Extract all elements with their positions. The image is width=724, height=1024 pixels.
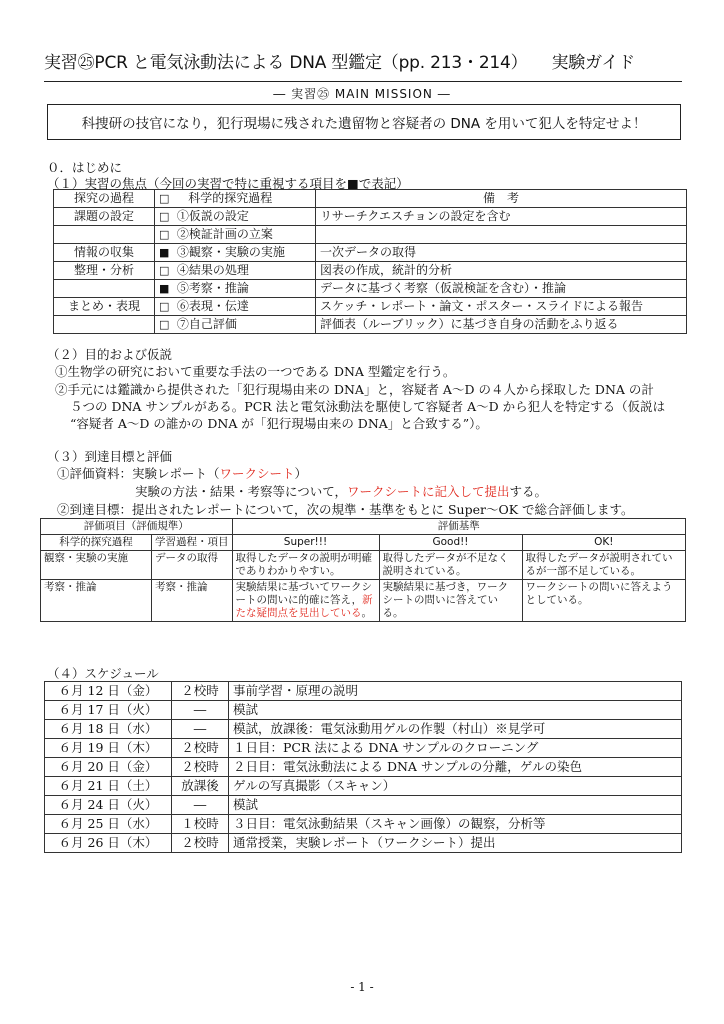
schedule-content: 事前学習・原理の説明 xyxy=(229,682,682,701)
rubric-col-process: 科学的探究過程 xyxy=(41,535,152,551)
evaluation-material xyxy=(57,464,307,482)
title-rule xyxy=(44,81,682,82)
note-cell: リサーチクエスチョンの設定を含む xyxy=(316,208,687,226)
section0-heading: ０．はじめに xyxy=(47,160,123,175)
mission-box xyxy=(47,104,681,140)
note-cell: 一次データの取得 xyxy=(316,244,687,262)
eval2-suffix: する。 xyxy=(509,484,548,499)
schedule-date: ６月 20 日（金） xyxy=(45,758,172,777)
rubric-item: 考察・推論 xyxy=(152,580,233,622)
schedule-content: ２日目：電気泳動法による DNA サンプルの分離，ゲルの染色 xyxy=(229,758,682,777)
process-cell xyxy=(155,280,316,298)
note-cell: 図表の作成，統計的分析 xyxy=(316,262,687,280)
table-row xyxy=(45,834,682,853)
checkbox-icon: □ xyxy=(159,264,170,277)
schedule-period: ２校時 xyxy=(172,834,229,853)
rubric-ok: 取得したデータが説明されているが一部不足している。 xyxy=(522,551,686,580)
rubric-table xyxy=(40,518,686,622)
schedule-date: ６月 18 日（水） xyxy=(45,720,172,739)
focus-table xyxy=(53,189,687,334)
process-label: ②検証計画の立案 xyxy=(176,227,273,241)
eval-red: ワークシート xyxy=(219,466,295,481)
note-cell: スケッチ・レポート・論文・ポスター・スライドによる報告 xyxy=(316,298,687,316)
page-title xyxy=(44,48,635,73)
table-row xyxy=(45,739,682,758)
focus-header-note: 備 考 xyxy=(316,190,687,208)
process-cell xyxy=(155,226,316,244)
process-label: ④結果の処理 xyxy=(176,263,249,277)
rubric-col-header xyxy=(41,535,686,551)
section1-heading: （１）実習の焦点（今回の実習で特に重視する項目を■で表記） xyxy=(47,176,409,191)
rubric-super-text: 取得したデータの説明が明確でありわかりやすい。 xyxy=(235,552,372,577)
schedule-period: ― xyxy=(172,701,229,720)
eval2-prefix: 実験の方法・結果・考察等について， xyxy=(135,484,348,499)
rubric-col-super: Super!!! xyxy=(232,535,379,551)
stage-cell xyxy=(54,280,155,298)
table-row xyxy=(45,815,682,834)
mission-heading: ― 実習㉕ MAIN MISSION ― xyxy=(273,87,451,101)
table-row xyxy=(45,796,682,815)
rubric-ok: ワークシートの問いに答えようとしている。 xyxy=(522,580,686,622)
process-label: ⑤考察・推論 xyxy=(176,281,249,295)
schedule-content: 模試 xyxy=(229,701,682,720)
checkbox-icon: □ xyxy=(159,300,170,313)
table-row xyxy=(41,551,686,580)
rubric-col-ok: OK! xyxy=(522,535,686,551)
eval-prefix: ①評価資料：実験レポート（ xyxy=(57,466,220,481)
rubric-super xyxy=(232,551,379,580)
schedule-period: ― xyxy=(172,720,229,739)
section2-line2: ②手元には鑑識から提供された「犯行現場由来の DNA」と，容疑者 A～D の４人から採取した DNA の計 xyxy=(55,382,654,397)
process-cell xyxy=(155,262,316,280)
schedule-period: ２校時 xyxy=(172,739,229,758)
process-cell xyxy=(155,316,316,334)
stage-cell xyxy=(54,226,155,244)
title-guide: 実験ガイド xyxy=(551,53,635,73)
schedule-period: ２校時 xyxy=(172,682,229,701)
table-row xyxy=(45,758,682,777)
evaluation-method xyxy=(135,482,547,500)
table-row xyxy=(45,701,682,720)
schedule-date: ６月 25 日（水） xyxy=(45,815,172,834)
process-cell xyxy=(155,244,316,262)
note-cell xyxy=(316,226,687,244)
rubric-item: データの取得 xyxy=(152,551,233,580)
section2-line3: ５つの DNA サンプルがある。PCR 法と電気泳動法を駆使して容疑者 A～D から犯人を特定する（仮説は xyxy=(70,399,666,414)
schedule-period: 放課後 xyxy=(172,777,229,796)
rubric-process: 観察・実験の実施 xyxy=(41,551,152,580)
stage-cell xyxy=(54,316,155,334)
section4-heading: （４）スケジュール xyxy=(47,666,159,681)
rubric-super-text: 実験結果に基づいてワークシートの問いに的確に答え， xyxy=(235,581,372,606)
table-row xyxy=(54,244,687,262)
schedule-content: 模試 xyxy=(229,796,682,815)
page-number: - 1 - xyxy=(350,980,374,994)
schedule-period: ２校時 xyxy=(172,758,229,777)
table-row xyxy=(54,208,687,226)
schedule-date: ６月 26 日（木） xyxy=(45,834,172,853)
process-cell xyxy=(155,208,316,226)
stage-cell: 整理・分析 xyxy=(54,262,155,280)
table-row xyxy=(54,316,687,334)
checkbox-filled-icon: ■ xyxy=(159,246,170,259)
note-cell: データに基づく考察（仮説検証を含む）・推論 xyxy=(316,280,687,298)
table-row xyxy=(45,682,682,701)
table-row xyxy=(54,226,687,244)
table-row xyxy=(54,262,687,280)
stage-cell: まとめ・表現 xyxy=(54,298,155,316)
schedule-date: ６月 19 日（木） xyxy=(45,739,172,758)
section2-heading: （２）目的および仮説 xyxy=(47,347,173,362)
rubric-super-red: 新たな疑問点を見出している xyxy=(235,594,373,619)
table-row xyxy=(45,777,682,796)
schedule-content: 通常授業，実験レポート（ワークシート）提出 xyxy=(229,834,682,853)
rubric-group-header xyxy=(41,519,686,535)
rubric-super-tail: 。 xyxy=(361,607,372,619)
rubric-group1: 評価項目（評価規準） xyxy=(41,519,233,535)
rubric-group2: 評価基準 xyxy=(232,519,686,535)
section3-heading: （３）到達目標と評価 xyxy=(47,449,173,464)
focus-header-check: □ xyxy=(159,192,170,205)
schedule-content: ゲルの写真撮影（スキャン） xyxy=(229,777,682,796)
schedule-content: ３日目：電気泳動結果（スキャン画像）の観察，分析等 xyxy=(229,815,682,834)
section2-line1: ①生物学の研究において重要な手法の一つである DNA 型鑑定を行う。 xyxy=(55,364,456,379)
schedule-period: ― xyxy=(172,796,229,815)
focus-table-header xyxy=(54,190,687,208)
table-row xyxy=(54,298,687,316)
checkbox-icon: □ xyxy=(159,228,170,241)
table-row xyxy=(41,580,686,622)
table-row xyxy=(54,280,687,298)
schedule-table xyxy=(44,681,682,853)
process-label: ⑦自己評価 xyxy=(176,317,237,331)
section2-line4: “容疑者 A～D の誰かの DNA が「犯行現場由来の DNA」と合致する”）。 xyxy=(70,416,488,431)
rubric-process: 考察・推論 xyxy=(41,580,152,622)
eval-suffix: ） xyxy=(294,466,308,481)
process-label: ③観察・実験の実施 xyxy=(176,245,285,259)
note-cell: 評価表（ルーブリック）に基づき自身の活動をふり返る xyxy=(316,316,687,334)
stage-cell: 課題の設定 xyxy=(54,208,155,226)
schedule-content: 模試，放課後：電気泳動用ゲルの作製（村山）※見学可 xyxy=(229,720,682,739)
focus-header-process xyxy=(155,190,316,208)
schedule-period: １校時 xyxy=(172,815,229,834)
table-row xyxy=(45,720,682,739)
title-main: 実習㉕PCR と電気泳動法による DNA 型鑑定（pp. 213・214） xyxy=(44,53,528,73)
rubric-col-item: 学習過程・項目 xyxy=(152,535,233,551)
rubric-col-good: Good!! xyxy=(379,535,522,551)
process-label: ①仮説の設定 xyxy=(176,209,249,223)
schedule-date: ６月 21 日（土） xyxy=(45,777,172,796)
schedule-date: ６月 12 日（金） xyxy=(45,682,172,701)
process-label: ⑥表現・伝達 xyxy=(176,299,249,313)
focus-header-process-label: 科学的探究過程 xyxy=(188,191,273,205)
schedule-date: ６月 24 日（火） xyxy=(45,796,172,815)
rubric-good: 取得したデータが不足なく説明されている。 xyxy=(379,551,522,580)
schedule-date: ６月 17 日（火） xyxy=(45,701,172,720)
focus-header-stage: 探究の過程 xyxy=(54,190,155,208)
checkbox-icon: □ xyxy=(159,318,170,331)
rubric-good: 実験結果に基づき，ワークシートの問いに答えている。 xyxy=(379,580,522,622)
rubric-super xyxy=(232,580,379,622)
process-cell xyxy=(155,298,316,316)
eval2-red: ワークシートに記入して提出 xyxy=(347,484,510,499)
stage-cell: 情報の収集 xyxy=(54,244,155,262)
goal-text: ②到達目標：提出されたレポートについて，次の規準・基準をもとに Super～OK で総合評価します。 xyxy=(57,502,634,517)
checkbox-icon: □ xyxy=(159,210,170,223)
schedule-content: １日目：PCR 法による DNA サンプルのクローニング xyxy=(229,739,682,758)
checkbox-filled-icon: ■ xyxy=(159,282,170,295)
mission-text: 科捜研の技官になり，犯行現場に残された遺留物と容疑者の DNA を用いて犯人を特定せよ！ xyxy=(81,116,647,132)
